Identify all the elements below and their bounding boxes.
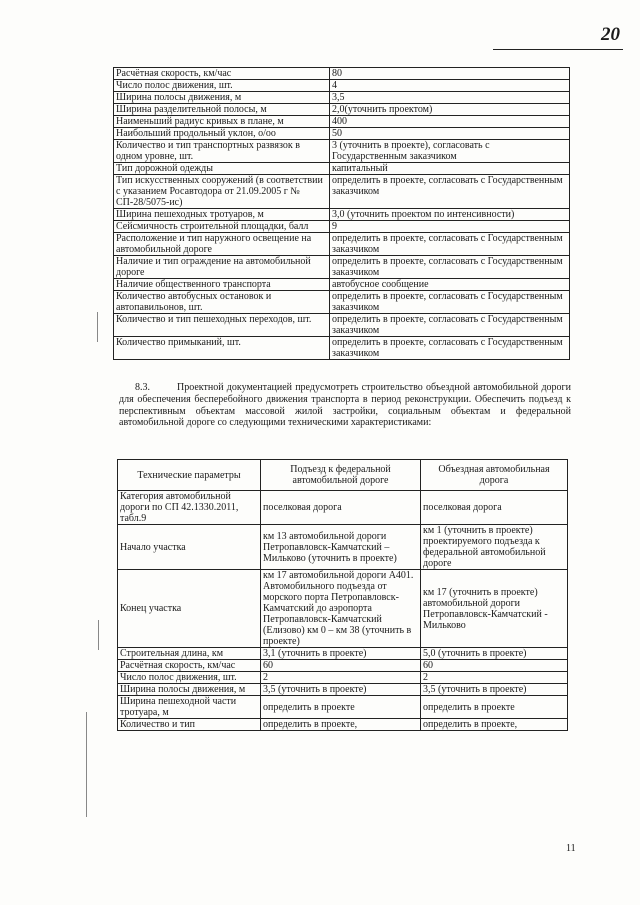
column-header: Подъезд к федеральной автомобильной дороге	[261, 460, 421, 491]
parameter-name: Количество автобусных остановок и автопавильонов, шт.	[114, 291, 330, 314]
paragraph-text-first: Проектной документацией предусмотреть строительство объездной автомобильной дороги для обеспечения бесперебойного движения транспорта в период реконструкции.	[119, 382, 571, 405]
parameter-name: Ширина разделительной полосы, м	[114, 104, 330, 116]
table-row	[114, 68, 570, 80]
parameter-name: Наличие и тип ограждение на автомобильной дороге	[114, 256, 330, 279]
parameter-name: Начало участка	[118, 525, 261, 570]
table-row	[114, 256, 570, 279]
table-row	[114, 209, 570, 221]
table-row	[114, 314, 570, 337]
column-header: Технические параметры	[118, 460, 261, 491]
table-row	[118, 660, 568, 672]
section-number: 8.3.	[135, 382, 150, 393]
parameter-name: Число полос движения, шт.	[118, 672, 261, 684]
parameter-name: Количество и тип пешеходных переходов, шт.	[114, 314, 330, 337]
parameter-value: 9	[330, 221, 570, 233]
access-road-value: поселковая дорога	[261, 491, 421, 525]
parameter-name: Количество и тип	[118, 719, 261, 731]
parameter-value: 4	[330, 80, 570, 92]
parameter-name: Наименьший радиус кривых в плане, м	[114, 116, 330, 128]
parameter-name: Конец участка	[118, 570, 261, 648]
parameter-name: Ширина полосы движения, м	[118, 684, 261, 696]
bypass-road-value: км 17 (уточнить в проекте) автомобильной дороги Петропавловск-Камчатский - Мильково	[421, 570, 568, 648]
parameter-value: 50	[330, 128, 570, 140]
access-road-value: 2	[261, 672, 421, 684]
table-row	[114, 128, 570, 140]
parameter-value: 2,0(уточнить проектом)	[330, 104, 570, 116]
parameter-value: определить в проекте, согласовать с Государственным заказчиком	[330, 314, 570, 337]
access-road-value: определить в проекте	[261, 696, 421, 719]
parameter-value: определить в проекте, согласовать с Государственным заказчиком	[330, 337, 570, 360]
access-road-value: 60	[261, 660, 421, 672]
sheet-number: 11	[566, 843, 576, 854]
parameter-value: определить в проекте, согласовать с Государственным заказчиком	[330, 233, 570, 256]
table-row	[114, 175, 570, 209]
table-row	[118, 491, 568, 525]
page-number: 20	[601, 24, 620, 45]
table-row	[114, 337, 570, 360]
parameter-name: Строительная длина, км	[118, 648, 261, 660]
road-parameters-table	[113, 67, 570, 360]
parameter-name: Ширина пешеходных тротуаров, м	[114, 209, 330, 221]
table-row	[114, 233, 570, 256]
table-row	[118, 672, 568, 684]
access-road-value: определить в проекте,	[261, 719, 421, 731]
table-row	[118, 696, 568, 719]
section-8-3-paragraph	[119, 382, 571, 429]
parameter-value: 80	[330, 68, 570, 80]
table-row	[114, 291, 570, 314]
parameter-value: 400	[330, 116, 570, 128]
table-row	[114, 92, 570, 104]
bypass-road-value: 3,5 (уточнить в проекте)	[421, 684, 568, 696]
parameter-name: Тип дорожной одежды	[114, 163, 330, 175]
margin-mark	[98, 620, 99, 650]
bypass-road-value: 2	[421, 672, 568, 684]
margin-mark	[86, 712, 87, 817]
parameter-value: капитальный	[330, 163, 570, 175]
parameter-name: Наличие общественного транспорта	[114, 279, 330, 291]
parameter-value: 3,0 (уточнить проектом по интенсивности)	[330, 209, 570, 221]
parameter-value: автобусное сообщение	[330, 279, 570, 291]
page-number-rule	[493, 49, 623, 50]
parameter-name: Расчётная скорость, км/час	[118, 660, 261, 672]
bypass-road-value: определить в проекте	[421, 696, 568, 719]
parameter-name: Сейсмичность строительной площадки, балл	[114, 221, 330, 233]
table-row	[118, 525, 568, 570]
parameter-value: определить в проекте, согласовать с Государственным заказчиком	[330, 291, 570, 314]
table-row	[114, 279, 570, 291]
access-road-value: 3,5 (уточнить в проекте)	[261, 684, 421, 696]
table-row	[114, 116, 570, 128]
parameter-name: Количество и тип транспортных развязок в одном уровне, шт.	[114, 140, 330, 163]
parameter-name: Число полос движения, шт.	[114, 80, 330, 92]
parameter-value: определить в проекте, согласовать с Государственным заказчиком	[330, 175, 570, 209]
bypass-road-value: 60	[421, 660, 568, 672]
bypass-road-value: 5,0 (уточнить в проекте)	[421, 648, 568, 660]
bypass-road-value: определить в проекте,	[421, 719, 568, 731]
table-row	[114, 80, 570, 92]
parameter-name: Категория автомобильной дороги по СП 42.1330.2011, табл.9	[118, 491, 261, 525]
parameter-name: Тип искусственных сооружений (в соответствии с указанием Росавтодора от 21.09.2005 г № СП-28/5075-ис)	[114, 175, 330, 209]
parameter-name: Расчётная скорость, км/час	[114, 68, 330, 80]
access-road-value: 3,1 (уточнить в проекте)	[261, 648, 421, 660]
table-row	[114, 140, 570, 163]
table-row	[114, 104, 570, 116]
access-road-value: км 17 автомобильной дороги А401. Автомобильного подъезда от морского порта Петропавловск-Камчатский до аэропорта Петропавловск-Камчатский (Елизово) км 0 – км 38 (уточнить в проекте)	[261, 570, 421, 648]
parameter-value: определить в проекте, согласовать с Государственным заказчиком	[330, 256, 570, 279]
column-header: Объездная автомобильная дорога	[421, 460, 568, 491]
parameter-name: Ширина полосы движения, м	[114, 92, 330, 104]
parameter-name: Ширина пешеходной части тротуара, м	[118, 696, 261, 719]
table-row	[118, 719, 568, 731]
parameter-name: Расположение и тип наружного освещение на автомобильной дороге	[114, 233, 330, 256]
access-road-table	[117, 459, 568, 731]
parameter-name: Количество примыканий, шт.	[114, 337, 330, 360]
table-row	[114, 163, 570, 175]
bypass-road-value: км 1 (уточнить в проекте) проектируемого подъезда к федеральной автомобильной дороге	[421, 525, 568, 570]
bypass-road-value: поселковая дорога	[421, 491, 568, 525]
parameter-value: 3 (уточнить в проекте), согласовать с Государственным заказчиком	[330, 140, 570, 163]
access-road-value: км 13 автомобильной дороги Петропавловск-Камчатский – Мильково (уточнить в проекте)	[261, 525, 421, 570]
table-row	[114, 221, 570, 233]
table-row	[118, 570, 568, 648]
paragraph-text-second: Обеспечить подъезд к перспективным объектам массовой жилой застройки, социальным объектам и федеральной автомобильной дороге со следующими техническими характеристиками:	[119, 393, 572, 429]
table-row	[118, 684, 568, 696]
margin-mark	[97, 312, 98, 342]
parameter-name: Наибольший продольный уклон, о/оо	[114, 128, 330, 140]
parameter-value: 3,5	[330, 92, 570, 104]
table-row	[118, 648, 568, 660]
